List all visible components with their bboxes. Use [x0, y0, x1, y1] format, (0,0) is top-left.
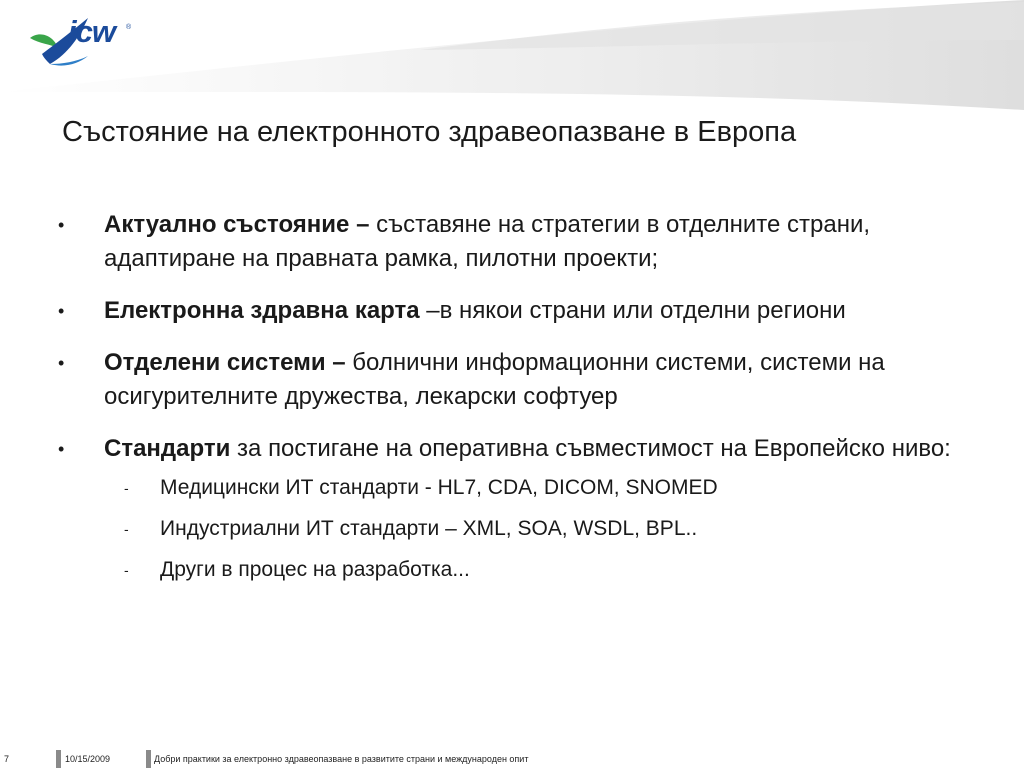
sub-bullet-text: Медицински ИТ стандарти - HL7, CDA, DICOM, SNOMED — [160, 476, 718, 499]
slide-title: Състояние на електронното здравеопазване в Европа — [62, 116, 797, 148]
footer-divider — [146, 750, 151, 768]
header-swoosh — [0, 0, 1024, 110]
bullet-text: болнични информационни системи, системи на осигурителните дружества, лекарски софтуер — [104, 349, 885, 410]
bullet-dot-icon: • — [58, 215, 65, 235]
logo-text: icw — [68, 14, 115, 49]
logo-registered-mark: ® — [126, 24, 132, 31]
sub-bullet-dash-icon: - — [124, 480, 129, 496]
bullet-text: –в някои страни или отделни региони — [419, 297, 846, 324]
slide-footer — [0, 748, 1024, 768]
bullet-bold: Актуално състояние – — [104, 211, 370, 238]
sub-bullet-list — [104, 474, 958, 584]
bullet-item — [58, 208, 958, 276]
bullet-text: съставяне на стратегии в отделните страни, адаптиране на правната рамка, пилотни проекти; — [104, 211, 871, 272]
bullet-list — [58, 208, 958, 602]
bullet-bold: Електронна здравна карта — [104, 297, 420, 324]
bullet-dot-icon: • — [58, 301, 65, 321]
bullet-dot-icon: • — [58, 439, 65, 459]
sub-bullet-item — [104, 515, 958, 543]
footer-caption: Добри практики за електронно здравеопазване в развитите страни и международен опит — [154, 754, 529, 764]
footer-divider — [56, 750, 61, 768]
bullet-item — [58, 346, 958, 414]
bullet-item — [58, 432, 958, 584]
bullet-bold: Отделени системи – — [104, 349, 346, 376]
bullet-bold: Стандарти — [104, 435, 231, 462]
bullet-dot-icon: • — [58, 353, 65, 373]
bullet-text: за постигане на оперативна съвместимост на Европейско ниво: — [230, 435, 951, 462]
bullet-item — [58, 294, 958, 328]
footer-date: 10/15/2009 — [65, 754, 111, 764]
sub-bullet-text: Други в процес на разработка... — [160, 558, 470, 581]
sub-bullet-item — [104, 556, 958, 584]
sub-bullet-item — [104, 474, 958, 502]
sub-bullet-dash-icon: - — [124, 562, 129, 578]
sub-bullet-text: Индустриални ИТ стандарти – XML, SOA, WSDL, BPL.. — [160, 517, 698, 540]
sub-bullet-dash-icon: - — [124, 521, 129, 537]
page-number: 7 — [4, 754, 10, 764]
